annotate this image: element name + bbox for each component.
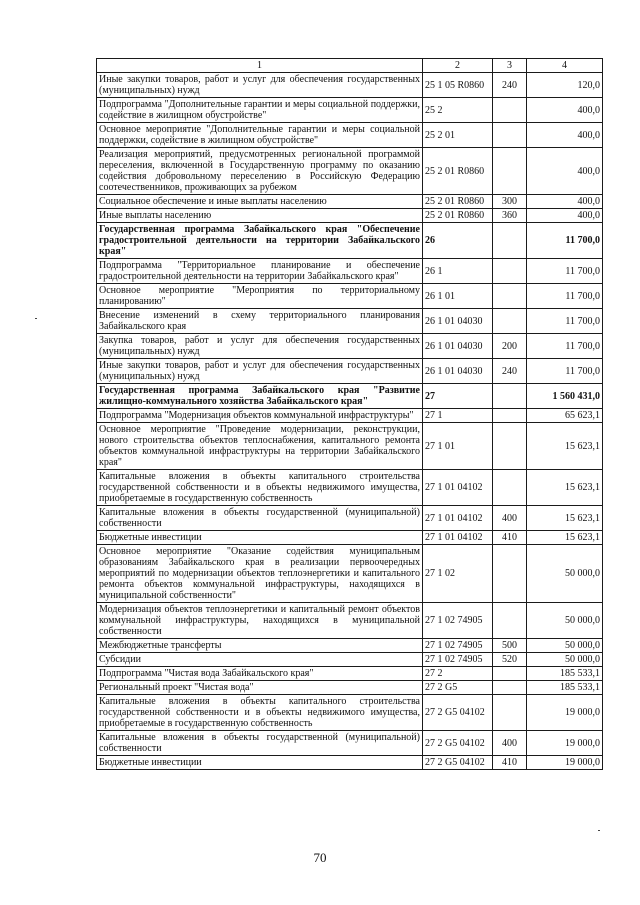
row-name: Капитальные вложения в объекты государственной (муниципальной) собственности bbox=[97, 731, 423, 756]
row-code: 27 2 G5 04102 bbox=[423, 731, 493, 756]
row-amount: 400,0 bbox=[527, 123, 603, 148]
row-expense-type bbox=[493, 148, 527, 195]
row-code: 27 2 bbox=[423, 667, 493, 681]
table-row bbox=[97, 639, 603, 653]
row-name: Иные закупки товаров, работ и услуг для обеспечения государственных (муниципальных) нужд bbox=[97, 73, 423, 98]
row-code: 27 1 01 bbox=[423, 423, 493, 470]
row-expense-type bbox=[493, 223, 527, 259]
table-row bbox=[97, 334, 603, 359]
row-code: 27 1 bbox=[423, 409, 493, 423]
row-code: 25 2 01 R0860 bbox=[423, 209, 493, 223]
row-expense-type: 200 bbox=[493, 334, 527, 359]
row-name: Межбюджетные трансферты bbox=[97, 639, 423, 653]
row-amount: 50 000,0 bbox=[527, 639, 603, 653]
table-row bbox=[97, 731, 603, 756]
row-name: Иные выплаты населению bbox=[97, 209, 423, 223]
row-name: Подпрограмма "Территориальное планирование и обеспечение градостроительной деятельности на территории Забайкальского края" bbox=[97, 259, 423, 284]
row-name: Подпрограмма "Дополнительные гарантии и меры социальной поддержки, содействие в жилищном обустройстве" bbox=[97, 98, 423, 123]
table-row bbox=[97, 423, 603, 470]
row-amount: 65 623,1 bbox=[527, 409, 603, 423]
row-amount: 15 623,1 bbox=[527, 506, 603, 531]
row-amount: 15 623,1 bbox=[527, 423, 603, 470]
row-name: Внесение изменений в схему территориального планирования Забайкальского края bbox=[97, 309, 423, 334]
row-expense-type bbox=[493, 545, 527, 603]
scan-mark bbox=[598, 830, 600, 831]
table-row bbox=[97, 259, 603, 284]
table-row bbox=[97, 195, 603, 209]
row-expense-type: 400 bbox=[493, 506, 527, 531]
row-amount: 11 700,0 bbox=[527, 223, 603, 259]
table-row bbox=[97, 695, 603, 731]
row-name: Подпрограмма "Модернизация объектов коммунальной инфраструктуры" bbox=[97, 409, 423, 423]
row-amount: 15 623,1 bbox=[527, 470, 603, 506]
row-code: 27 1 01 04102 bbox=[423, 506, 493, 531]
row-expense-type bbox=[493, 423, 527, 470]
page-number: 70 bbox=[313, 850, 327, 865]
row-expense-type bbox=[493, 409, 527, 423]
row-code: 25 2 bbox=[423, 98, 493, 123]
row-expense-type bbox=[493, 98, 527, 123]
row-amount: 19 000,0 bbox=[527, 756, 603, 770]
table-row bbox=[97, 148, 603, 195]
row-expense-type bbox=[493, 695, 527, 731]
row-code: 27 1 01 04102 bbox=[423, 470, 493, 506]
table-row bbox=[97, 309, 603, 334]
table-row bbox=[97, 667, 603, 681]
row-name: Основное мероприятие "Дополнительные гарантии и меры социальной поддержки, содействие в жилищном обустройстве" bbox=[97, 123, 423, 148]
row-name: Подпрограмма "Чистая вода Забайкальского края" bbox=[97, 667, 423, 681]
row-amount: 400,0 bbox=[527, 98, 603, 123]
row-amount: 120,0 bbox=[527, 73, 603, 98]
row-expense-type bbox=[493, 123, 527, 148]
row-expense-type bbox=[493, 603, 527, 639]
row-expense-type: 520 bbox=[493, 653, 527, 667]
row-expense-type: 500 bbox=[493, 639, 527, 653]
table-row bbox=[97, 409, 603, 423]
row-name: Капитальные вложения в объекты государственной (муниципальной) собственности bbox=[97, 506, 423, 531]
row-amount: 50 000,0 bbox=[527, 653, 603, 667]
column-header-row bbox=[97, 59, 603, 73]
row-name: Капитальные вложения в объекты капитального строительства государственной собственности и в объекты недвижимого имущества, приобретаемые в государственную собственность bbox=[97, 695, 423, 731]
row-code: 27 1 02 74905 bbox=[423, 603, 493, 639]
table-row bbox=[97, 756, 603, 770]
row-code: 27 1 02 74905 bbox=[423, 639, 493, 653]
row-expense-type: 400 bbox=[493, 731, 527, 756]
table-row bbox=[97, 284, 603, 309]
row-expense-type: 410 bbox=[493, 756, 527, 770]
row-amount: 11 700,0 bbox=[527, 359, 603, 384]
row-code: 27 2 G5 bbox=[423, 681, 493, 695]
table-row bbox=[97, 223, 603, 259]
budget-table bbox=[96, 58, 603, 770]
row-name: Субсидии bbox=[97, 653, 423, 667]
row-code: 26 1 01 bbox=[423, 284, 493, 309]
table-row bbox=[97, 98, 603, 123]
row-expense-type: 240 bbox=[493, 359, 527, 384]
row-expense-type bbox=[493, 309, 527, 334]
row-name: Основное мероприятие "Оказание содействия муниципальным образованиям Забайкальского края в реализации первоочередных мероприятий по модернизации объектов теплоэнергетики и капитального ремонта объектов коммунальной инфраструктуры, находящихся в муниципальной собственности" bbox=[97, 545, 423, 603]
column-header-amount: 4 bbox=[527, 59, 603, 73]
row-amount: 11 700,0 bbox=[527, 284, 603, 309]
row-code: 27 2 G5 04102 bbox=[423, 695, 493, 731]
row-expense-type bbox=[493, 284, 527, 309]
row-amount: 11 700,0 bbox=[527, 259, 603, 284]
row-amount: 400,0 bbox=[527, 195, 603, 209]
row-name: Закупка товаров, работ и услуг для обеспечения государственных (муниципальных) нужд bbox=[97, 334, 423, 359]
row-name: Основное мероприятие "Мероприятия по территориальному планированию" bbox=[97, 284, 423, 309]
row-name: Основное мероприятие "Проведение модернизации, реконструкции, нового строительства объектов теплоснабжения, капитального ремонта объектов коммунальной инфраструктуры на территории Забайкальского края" bbox=[97, 423, 423, 470]
row-expense-type bbox=[493, 681, 527, 695]
row-amount: 400,0 bbox=[527, 148, 603, 195]
table-row bbox=[97, 681, 603, 695]
row-expense-type bbox=[493, 259, 527, 284]
row-expense-type: 360 bbox=[493, 209, 527, 223]
row-amount: 11 700,0 bbox=[527, 334, 603, 359]
row-expense-type: 240 bbox=[493, 73, 527, 98]
table-row bbox=[97, 359, 603, 384]
row-amount: 185 533,1 bbox=[527, 667, 603, 681]
row-code: 26 1 01 04030 bbox=[423, 334, 493, 359]
table-row bbox=[97, 73, 603, 98]
budget-table-body bbox=[97, 59, 603, 770]
row-code: 27 bbox=[423, 384, 493, 409]
row-name: Иные закупки товаров, работ и услуг для обеспечения государственных (муниципальных) нужд bbox=[97, 359, 423, 384]
row-amount: 185 533,1 bbox=[527, 681, 603, 695]
row-name: Государственная программа Забайкальского края "Обеспечение градостроительной деятельности на территории Забайкальского края" bbox=[97, 223, 423, 259]
row-expense-type bbox=[493, 384, 527, 409]
row-amount: 19 000,0 bbox=[527, 695, 603, 731]
table-row bbox=[97, 384, 603, 409]
row-expense-type: 300 bbox=[493, 195, 527, 209]
row-amount: 400,0 bbox=[527, 209, 603, 223]
column-header-expense-type: 3 bbox=[493, 59, 527, 73]
row-code: 26 bbox=[423, 223, 493, 259]
row-name: Социальное обеспечение и иные выплаты населению bbox=[97, 195, 423, 209]
row-name: Региональный проект "Чистая вода" bbox=[97, 681, 423, 695]
table-row bbox=[97, 545, 603, 603]
row-code: 26 1 01 04030 bbox=[423, 309, 493, 334]
row-name: Реализация мероприятий, предусмотренных региональной программой переселения, включенной в Государственную программу по оказанию содействия добровольному переселению в Российскую Федерацию соотечественников, проживающих за рубежом bbox=[97, 148, 423, 195]
row-code: 27 1 01 04102 bbox=[423, 531, 493, 545]
table-row bbox=[97, 506, 603, 531]
row-amount: 19 000,0 bbox=[527, 731, 603, 756]
row-amount: 50 000,0 bbox=[527, 603, 603, 639]
table-row bbox=[97, 209, 603, 223]
row-code: 25 2 01 R0860 bbox=[423, 195, 493, 209]
scan-mark bbox=[35, 318, 37, 319]
table-row bbox=[97, 653, 603, 667]
row-name: Государственная программа Забайкальского края "Развитие жилищно-коммунального хозяйства Забайкальского края" bbox=[97, 384, 423, 409]
row-name: Модернизация объектов теплоэнергетики и капитальный ремонт объектов коммунальной инфраструктуры, находящихся в муниципальной собственности bbox=[97, 603, 423, 639]
table-row bbox=[97, 531, 603, 545]
row-name: Бюджетные инвестиции bbox=[97, 756, 423, 770]
table-row bbox=[97, 603, 603, 639]
row-code: 26 1 01 04030 bbox=[423, 359, 493, 384]
row-amount: 15 623,1 bbox=[527, 531, 603, 545]
row-code: 25 2 01 R0860 bbox=[423, 148, 493, 195]
row-expense-type bbox=[493, 470, 527, 506]
row-expense-type: 410 bbox=[493, 531, 527, 545]
row-name: Бюджетные инвестиции bbox=[97, 531, 423, 545]
row-amount: 1 560 431,0 bbox=[527, 384, 603, 409]
row-code: 25 2 01 bbox=[423, 123, 493, 148]
row-code: 27 1 02 bbox=[423, 545, 493, 603]
row-code: 27 2 G5 04102 bbox=[423, 756, 493, 770]
row-amount: 50 000,0 bbox=[527, 545, 603, 603]
table-row bbox=[97, 123, 603, 148]
column-header-code: 2 bbox=[423, 59, 493, 73]
row-expense-type bbox=[493, 667, 527, 681]
column-header-name: 1 bbox=[97, 59, 423, 73]
row-code: 26 1 bbox=[423, 259, 493, 284]
row-amount: 11 700,0 bbox=[527, 309, 603, 334]
row-code: 25 1 05 R0860 bbox=[423, 73, 493, 98]
row-name: Капитальные вложения в объекты капитального строительства государственной собственности и в объекты недвижимого имущества, приобретаемые в государственную собственность bbox=[97, 470, 423, 506]
table-row bbox=[97, 470, 603, 506]
row-code: 27 1 02 74905 bbox=[423, 653, 493, 667]
